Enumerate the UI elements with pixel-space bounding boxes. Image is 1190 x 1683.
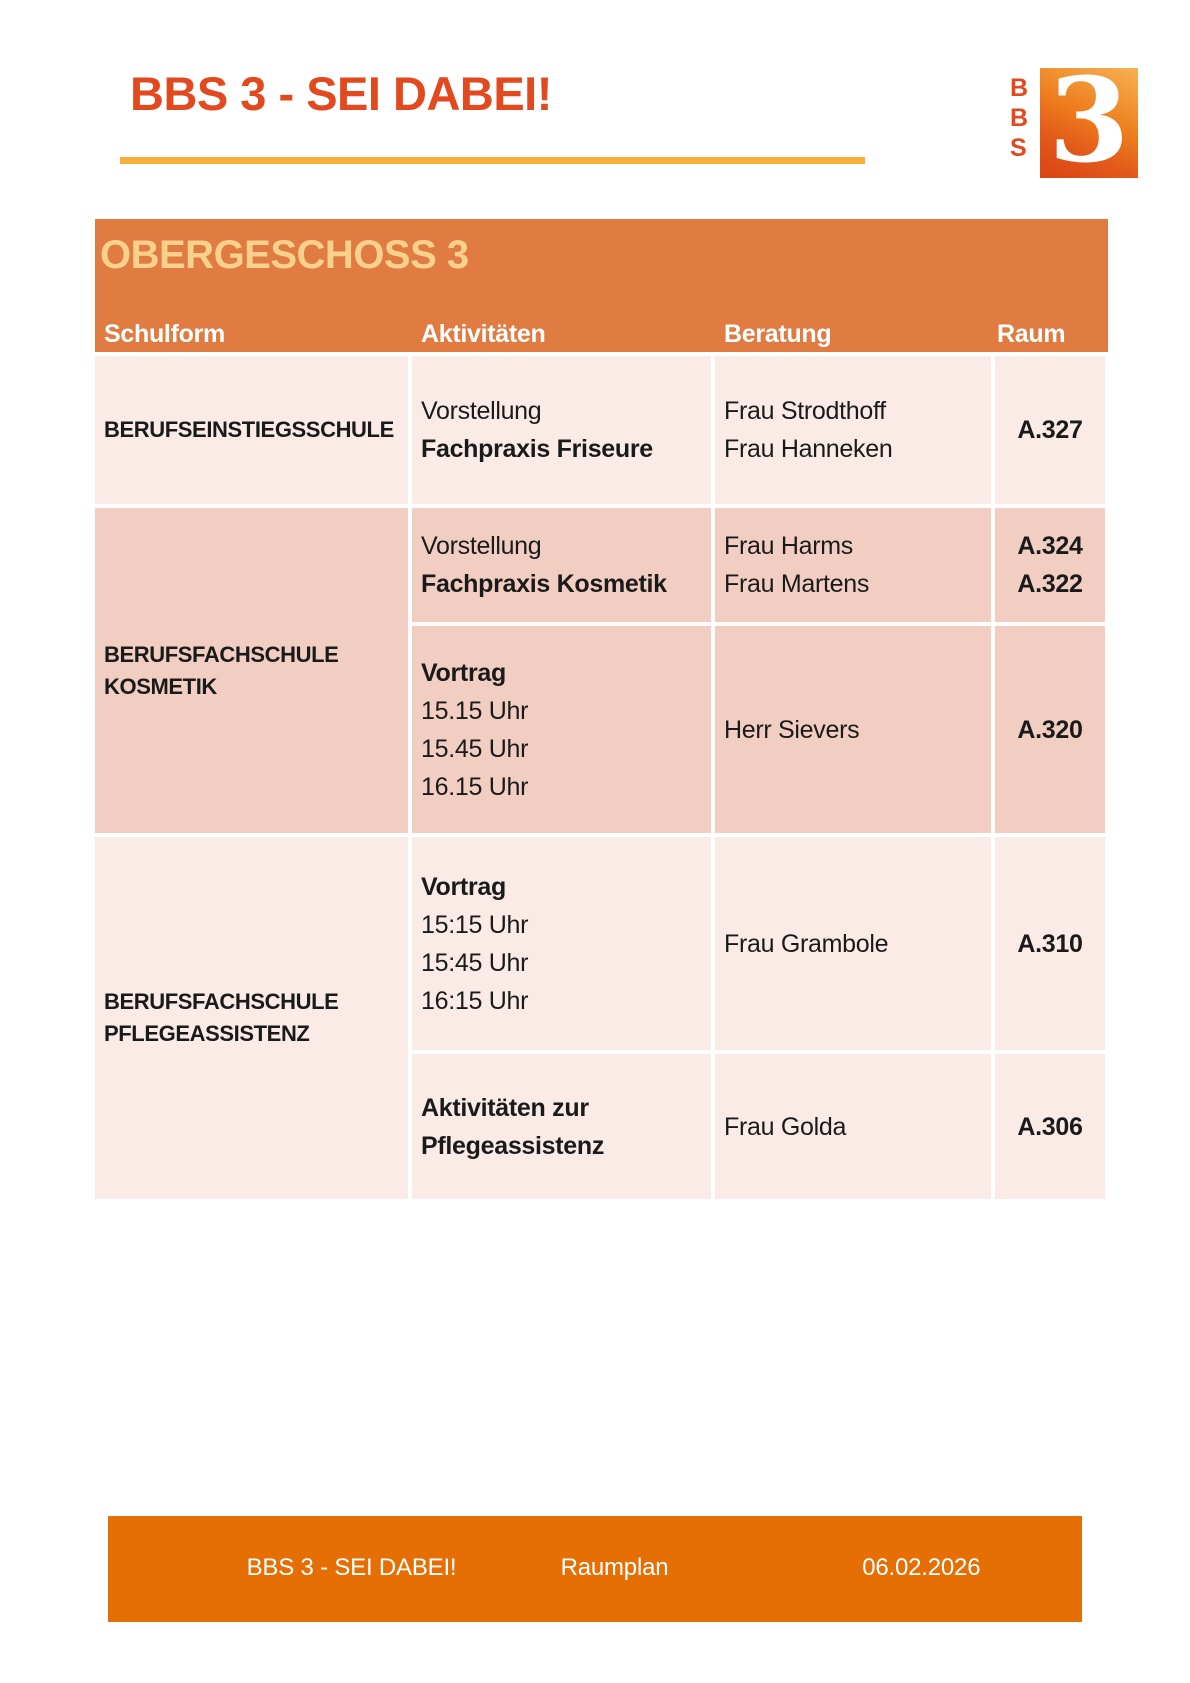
raum-value: A.320 <box>1017 715 1083 744</box>
beratung-line: Frau Martens <box>724 570 870 598</box>
raum-value: A.310 <box>1017 929 1083 958</box>
room-plan-table <box>95 219 1108 1199</box>
beratung-cell <box>715 837 991 1050</box>
schulform-label: BERUFSFACHSCHULE PFLEGEASSISTENZ <box>104 989 339 1046</box>
raum-cell <box>995 837 1105 1050</box>
column-header-beratung: Beratung <box>724 320 832 348</box>
column-header-row <box>95 320 1108 352</box>
beratung-line: Frau Golda <box>724 1112 847 1141</box>
column-header-raum: Raum <box>997 320 1066 348</box>
raum-value: A.327 <box>1017 416 1083 444</box>
beratung-line: Herr Sievers <box>724 715 860 744</box>
activity-line: Vortrag <box>421 872 506 901</box>
table-section-kosmetik <box>95 508 1108 833</box>
logo-number: 3 <box>1048 68 1130 178</box>
schulform-cell <box>95 508 408 833</box>
activity-line: Vorstellung <box>421 397 542 425</box>
activity-cell <box>412 508 711 622</box>
footer-bar <box>108 1516 1082 1622</box>
logo-letter: S <box>1010 134 1027 162</box>
activity-line: Fachpraxis Kosmetik <box>421 570 667 598</box>
beratung-line: Frau Strodthoff <box>724 397 886 425</box>
column-header-aktivitaeten: Aktivitäten <box>421 320 546 348</box>
beratung-cell <box>715 508 991 622</box>
activity-line: Aktivitäten zur <box>421 1093 589 1122</box>
activity-line: 15.45 Uhr <box>421 734 529 763</box>
table-section-berufseinstiegsschule <box>95 356 1108 504</box>
footer-document-type: Raumplan <box>560 1553 669 1581</box>
activity-line: 15:45 Uhr <box>421 948 529 977</box>
activity-line: 15:15 Uhr <box>421 910 529 939</box>
beratung-line: Frau Hanneken <box>724 435 893 463</box>
table-title: OBERGESCHOSS 3 <box>100 233 469 277</box>
raum-cell <box>995 508 1105 622</box>
logo-letter: B <box>1010 74 1029 102</box>
column-header-schulform: Schulform <box>104 320 225 348</box>
activity-line: Vortrag <box>421 658 506 687</box>
activity-cell <box>412 837 711 1050</box>
logo-letters <box>1010 73 1028 163</box>
activity-line: 15.15 Uhr <box>421 696 529 725</box>
beratung-line: Frau Grambole <box>724 929 889 958</box>
beratung-cell <box>715 356 991 504</box>
raum-value: A.322 <box>1017 570 1083 598</box>
title-underline <box>120 157 865 164</box>
activity-cell <box>412 626 711 833</box>
schulform-label: BERUFSFACHSCHULE KOSMETIK <box>104 641 339 699</box>
footer-date: 06.02.2026 <box>862 1553 981 1581</box>
activity-line: 16.15 Uhr <box>421 772 529 801</box>
activity-cell <box>412 356 711 504</box>
activity-line: Pflegeassistenz <box>421 1131 605 1160</box>
raum-cell <box>995 356 1105 504</box>
activity-cell <box>412 1054 711 1199</box>
raum-cell <box>995 626 1105 833</box>
activity-line: 16:15 Uhr <box>421 986 529 1015</box>
logo-letter: B <box>1010 104 1029 132</box>
logo-square <box>1040 68 1138 178</box>
schulform-label: BERUFSEINSTIEGSSCHULE <box>104 417 394 442</box>
schulform-cell <box>95 837 408 1199</box>
bbs3-logo <box>1010 68 1140 180</box>
page-title: BBS 3 - SEI DABEI! <box>130 67 552 120</box>
table-section-pflegeassistenz <box>95 837 1108 1199</box>
raum-cell <box>995 1054 1105 1199</box>
raum-value: A.306 <box>1017 1112 1083 1141</box>
beratung-cell <box>715 1054 991 1199</box>
activity-line: Fachpraxis Friseure <box>421 435 653 463</box>
beratung-line: Frau Harms <box>724 532 853 560</box>
beratung-cell <box>715 626 991 833</box>
table-header <box>95 219 1108 352</box>
activity-line: Vorstellung <box>421 532 542 560</box>
schulform-cell <box>95 356 408 504</box>
raum-value: A.324 <box>1017 532 1083 560</box>
footer-title: BBS 3 - SEI DABEI! <box>246 1553 457 1581</box>
